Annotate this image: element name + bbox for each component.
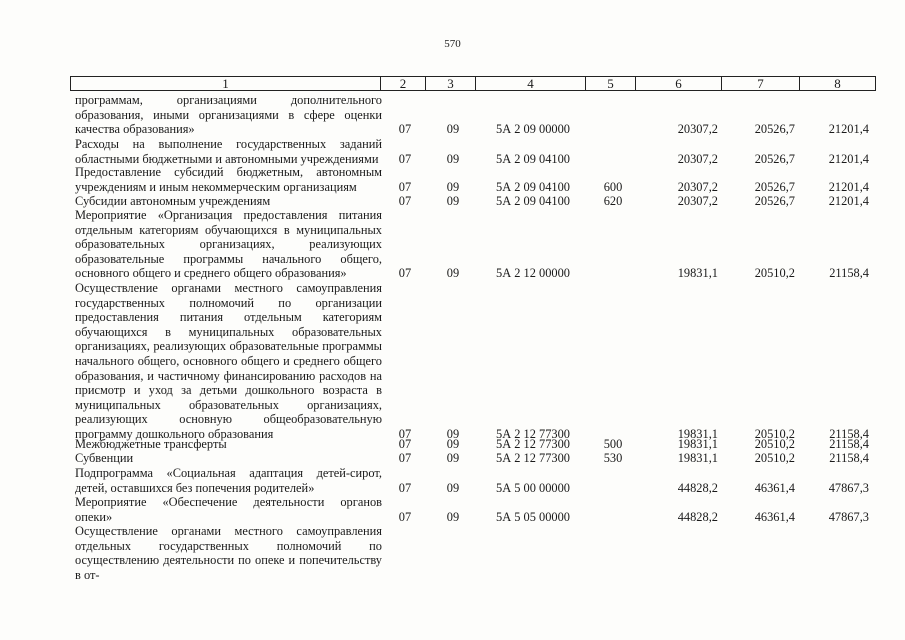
row-subsection: 09: [446, 427, 460, 441]
row-amount-year2: 20510,2: [754, 427, 795, 441]
row-target-code: 5А 2 09 04100: [496, 194, 570, 208]
row-section: 07: [398, 122, 412, 136]
row-subsection: 09: [446, 152, 460, 166]
row-amount-year1: 20307,2: [677, 152, 718, 166]
row-target-code: 5А 5 05 00000: [496, 510, 570, 524]
row-amount-year3: 21158,4: [829, 437, 869, 451]
row-section: 07: [398, 152, 412, 166]
row-amount-year3: 47867,3: [828, 481, 869, 495]
row-amount-year2: 20526,7: [754, 122, 795, 136]
row-section: 07: [398, 194, 412, 208]
row-subsection: 09: [446, 194, 460, 208]
row-expense-type: 620: [603, 194, 623, 208]
row-description: Субвенции: [75, 451, 134, 465]
row-amount-year2: 20526,7: [754, 152, 795, 166]
row-description: Межбюджетные трансферты: [75, 437, 227, 451]
header-col-6: 6: [636, 77, 722, 90]
row-amount-year2: 20526,7: [754, 180, 795, 194]
row-amount-year1: 19831,1: [677, 451, 718, 465]
row-amount-year3: 21201,4: [828, 152, 869, 166]
row-subsection: 09: [446, 510, 460, 524]
row-amount-year1: 20307,2: [677, 194, 718, 208]
row-amount-year3: 21201,4: [828, 122, 869, 136]
row-section: 07: [398, 451, 412, 465]
row-target-code: 5А 2 12 00000: [496, 266, 570, 280]
row-amount-year3: 21158,4: [829, 266, 869, 280]
row-subsection: 09: [446, 451, 460, 465]
header-col-4: 4: [476, 77, 586, 90]
page-number: 570: [444, 38, 461, 50]
row-description: Подпрограмма «Социальная адаптация детей-сирот, детей, оставшихся без попечения родителей»: [75, 466, 382, 495]
row-amount-year3: 21201,4: [828, 194, 869, 208]
row-amount-year2: 20526,7: [754, 194, 795, 208]
row-section: 07: [398, 180, 412, 194]
row-expense-type: 500: [603, 437, 623, 451]
row-amount-year2: 20510,2: [754, 437, 795, 451]
row-amount-year1: 44828,2: [677, 510, 718, 524]
row-description: Субсидии автономным учреждениям: [75, 194, 271, 208]
row-target-code: 5А 2 09 00000: [496, 122, 570, 136]
row-section: 07: [398, 266, 412, 280]
row-description: Предоставление субсидий бюджетным, автономным учреждениям и иным некоммерческим организациям: [75, 165, 382, 194]
row-amount-year1: 19831,1: [677, 266, 718, 280]
row-target-code: 5А 2 09 04100: [496, 152, 570, 166]
row-amount-year2: 46361,4: [754, 481, 795, 495]
row-expense-type: 600: [603, 180, 623, 194]
header-col-7: 7: [722, 77, 800, 90]
row-amount-year2: 20510,2: [754, 266, 795, 280]
row-amount-year3: 21201,4: [828, 180, 869, 194]
row-amount-year1: 20307,2: [677, 180, 718, 194]
header-col-2: 2: [381, 77, 426, 90]
row-subsection: 09: [446, 180, 460, 194]
row-amount-year3: 21158,4: [829, 451, 869, 465]
row-target-code: 5А 2 12 77300: [496, 437, 570, 451]
row-subsection: 09: [446, 437, 460, 451]
row-subsection: 09: [446, 481, 460, 495]
row-target-code: 5А 2 12 77300: [496, 451, 570, 465]
row-target-code: 5А 5 00 00000: [496, 481, 570, 495]
header-col-3: 3: [426, 77, 476, 90]
row-section: 07: [398, 510, 412, 524]
row-amount-year3: 47867,3: [828, 510, 869, 524]
row-section: 07: [398, 437, 412, 451]
row-description: Расходы на выполнение государственных заданий областными бюджетными и автономными учреждениями: [75, 137, 382, 166]
row-description: Осуществление органами местного самоуправления государственных полномочий по организации предоставления питания отдельным категориям обучающихся в муниципальных образовательных организациях, реализующих образовательные программы начального общего, основного общего и среднего общего образования, и частичному финансированию расходов на присмотр и уход за детьми дошкольного возраста в муниципальных образовательных организациях, реализующих основную общеобразовательную программу дошкольного образования: [75, 281, 382, 441]
row-description: Мероприятие «Организация предоставления питания отдельным категориям обучающихся в муниципальных образовательных организациях, реализующих образовательные программы начального общего, основного общего и среднего общего образования»: [75, 208, 382, 281]
row-target-code: 5А 2 12 77300: [496, 427, 570, 441]
row-target-code: 5А 2 09 04100: [496, 180, 570, 194]
header-col-8: 8: [834, 76, 841, 91]
row-subsection: 09: [446, 266, 460, 280]
row-description: программам, организациями дополнительного образования, иными организациями в сфере оценки качества образования»: [75, 93, 382, 137]
header-col-1: 1: [71, 77, 381, 90]
row-amount-year3: 21158,4: [829, 427, 869, 441]
row-subsection: 09: [446, 122, 460, 136]
row-amount-year2: 46361,4: [754, 510, 795, 524]
row-amount-year1: 20307,2: [677, 122, 718, 136]
row-section: 07: [398, 481, 412, 495]
row-section: 07: [398, 427, 412, 441]
row-description: Осуществление органами местного самоуправления отдельных государственных полномочий по осуществлению деятельности по опеке и попечительству в от-: [75, 524, 382, 582]
row-amount-year1: 19831,1: [677, 437, 718, 451]
row-amount-year2: 20510,2: [754, 451, 795, 465]
table-header: [70, 76, 876, 91]
row-expense-type: 530: [603, 451, 623, 465]
row-description: Мероприятие «Обеспечение деятельности органов опеки»: [75, 495, 382, 524]
row-amount-year1: 19831,1: [677, 427, 718, 441]
row-amount-year1: 44828,2: [677, 481, 718, 495]
header-col-5: 5: [586, 77, 636, 90]
